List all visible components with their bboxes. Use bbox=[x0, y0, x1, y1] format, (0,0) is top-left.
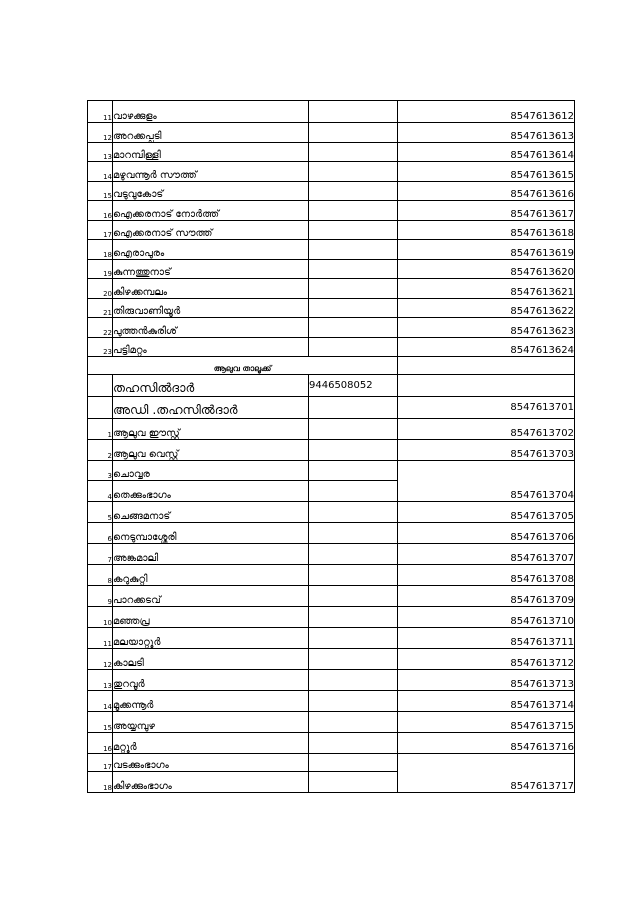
table-row bbox=[88, 544, 575, 565]
empty-cell bbox=[309, 162, 398, 182]
phone-number: 8547613709 bbox=[398, 586, 575, 607]
table-row bbox=[88, 754, 575, 772]
empty-cell bbox=[309, 298, 398, 318]
empty-cell bbox=[309, 337, 398, 357]
row-number: 1 bbox=[88, 419, 113, 440]
table-row bbox=[88, 181, 575, 201]
table-row bbox=[88, 123, 575, 143]
empty-cell bbox=[309, 772, 398, 793]
table-row bbox=[88, 586, 575, 607]
phone-number: 8547613703 bbox=[398, 440, 575, 461]
tahsildar-phone: 9446508052 bbox=[309, 375, 398, 397]
empty-cell bbox=[309, 181, 398, 201]
row-number: 18 bbox=[88, 772, 113, 793]
village-name: മഴുവന്നൂർ സൗത്ത് bbox=[113, 162, 309, 182]
row-number: 11 bbox=[88, 628, 113, 649]
phone-number: 8547613704 bbox=[398, 461, 575, 502]
row-number: 17 bbox=[88, 754, 113, 772]
village-name: അങ്കമാലി bbox=[113, 544, 309, 565]
village-name: മാറമ്പിള്ളി bbox=[113, 142, 309, 162]
empty-cell bbox=[309, 481, 398, 502]
table-row bbox=[88, 162, 575, 182]
village-name: കാലടി bbox=[113, 649, 309, 670]
empty-cell bbox=[309, 712, 398, 733]
phone-number: 8547613624 bbox=[398, 337, 575, 357]
empty-cell bbox=[88, 375, 113, 397]
phone-number: 8547613619 bbox=[398, 240, 575, 260]
empty-cell bbox=[309, 691, 398, 712]
village-name: നെടുമ്പാശ്ശേരി bbox=[113, 523, 309, 544]
empty-cell bbox=[309, 565, 398, 586]
row-number: 10 bbox=[88, 607, 113, 628]
header-section bbox=[88, 357, 575, 419]
table-row bbox=[88, 259, 575, 279]
row-number: 13 bbox=[88, 142, 113, 162]
table-row bbox=[88, 142, 575, 162]
empty-cell bbox=[309, 220, 398, 240]
empty-cell bbox=[309, 101, 398, 123]
table-row bbox=[88, 523, 575, 544]
row-number: 2 bbox=[88, 440, 113, 461]
empty-cell bbox=[309, 142, 398, 162]
tahsildar-row bbox=[88, 375, 575, 397]
row-number: 18 bbox=[88, 240, 113, 260]
table-row bbox=[88, 502, 575, 523]
empty-cell bbox=[309, 461, 398, 481]
row-number: 7 bbox=[88, 544, 113, 565]
phone-number: 8547613708 bbox=[398, 565, 575, 586]
phone-number: 8547613616 bbox=[398, 181, 575, 201]
village-name: കറുകുറ്റി bbox=[113, 565, 309, 586]
village-name: തിരുവാണിയൂർ bbox=[113, 298, 309, 318]
phone-number: 8547613715 bbox=[398, 712, 575, 733]
table-row bbox=[88, 628, 575, 649]
addl-tahsildar-label: അഡി .തഹസിൽദാർ bbox=[113, 397, 309, 419]
empty-cell bbox=[309, 649, 398, 670]
village-name: ആലുവ വെസ്റ്റ് bbox=[113, 440, 309, 461]
empty-cell bbox=[309, 279, 398, 299]
empty-cell bbox=[309, 240, 398, 260]
row-number: 16 bbox=[88, 201, 113, 221]
table-row bbox=[88, 318, 575, 338]
table-row bbox=[88, 201, 575, 221]
village-name: ആലുവ ഈസ്റ്റ് bbox=[113, 419, 309, 440]
village-name: ചെങ്ങമനാട് bbox=[113, 502, 309, 523]
row-number: 15 bbox=[88, 712, 113, 733]
phone-number: 8547613705 bbox=[398, 502, 575, 523]
village-name: മറ്റൂർ bbox=[113, 733, 309, 754]
empty-cell bbox=[309, 544, 398, 565]
empty-cell bbox=[398, 357, 575, 375]
village-name: പട്ടിമറ്റം bbox=[113, 337, 309, 357]
empty-cell bbox=[309, 318, 398, 338]
row-number: 14 bbox=[88, 691, 113, 712]
row-number: 15 bbox=[88, 181, 113, 201]
phone-number: 8547613714 bbox=[398, 691, 575, 712]
village-name: മൂക്കന്നൂർ bbox=[113, 691, 309, 712]
village-name: ഐക്കരനാട് സൗത്ത് bbox=[113, 220, 309, 240]
table-row bbox=[88, 607, 575, 628]
village-name: തെക്കുംഭാഗം bbox=[113, 481, 309, 502]
addl-tahsildar-row bbox=[88, 397, 575, 419]
empty-cell bbox=[309, 259, 398, 279]
village-name: തുറവൂർ bbox=[113, 670, 309, 691]
table-row bbox=[88, 279, 575, 299]
village-name: അയ്യമ്പുഴ bbox=[113, 712, 309, 733]
table-row bbox=[88, 712, 575, 733]
row-number: 14 bbox=[88, 162, 113, 182]
empty-cell bbox=[309, 123, 398, 143]
phone-number: 8547613620 bbox=[398, 259, 575, 279]
empty-cell bbox=[309, 523, 398, 544]
village-name: വടുവുകോട് bbox=[113, 181, 309, 201]
village-name: കിഴക്കുംഭാഗം bbox=[113, 772, 309, 793]
village-name: വടക്കുംഭാഗം bbox=[113, 754, 309, 772]
row-number: 3 bbox=[88, 461, 113, 481]
section-header: ആലുവ താലൂക്ക് bbox=[88, 357, 398, 375]
row-number: 5 bbox=[88, 502, 113, 523]
table-row bbox=[88, 240, 575, 260]
phone-number: 8547613707 bbox=[398, 544, 575, 565]
village-name: ഐക്കരനാട് നോർത്ത് bbox=[113, 201, 309, 221]
phone-number: 8547613706 bbox=[398, 523, 575, 544]
empty-cell bbox=[309, 754, 398, 772]
phone-number: 8547613712 bbox=[398, 649, 575, 670]
row-number: 6 bbox=[88, 523, 113, 544]
table-row bbox=[88, 670, 575, 691]
table-row bbox=[88, 419, 575, 440]
row-number: 23 bbox=[88, 337, 113, 357]
table-row bbox=[88, 101, 575, 123]
empty-cell bbox=[398, 375, 575, 397]
village-name: ഐരാപുരം bbox=[113, 240, 309, 260]
tahsildar-label: തഹസിൽദാർ bbox=[113, 375, 309, 397]
row-number: 22 bbox=[88, 318, 113, 338]
row-number: 19 bbox=[88, 259, 113, 279]
empty-cell bbox=[309, 397, 398, 419]
table-row bbox=[88, 733, 575, 754]
table-row bbox=[88, 649, 575, 670]
empty-cell bbox=[309, 733, 398, 754]
section-header-row bbox=[88, 357, 575, 375]
village-name: ചൊവ്വര bbox=[113, 461, 309, 481]
table-row bbox=[88, 440, 575, 461]
addl-tahsildar-phone: 8547613701 bbox=[398, 397, 575, 419]
phone-number: 8547613617 bbox=[398, 201, 575, 221]
phone-number: 8547613613 bbox=[398, 123, 575, 143]
phone-number: 8547613621 bbox=[398, 279, 575, 299]
empty-cell bbox=[88, 397, 113, 419]
village-name: വാഴക്കുളം bbox=[113, 101, 309, 123]
table-row bbox=[88, 691, 575, 712]
empty-cell bbox=[309, 502, 398, 523]
row-number: 16 bbox=[88, 733, 113, 754]
table-row bbox=[88, 220, 575, 240]
phone-number: 8547613615 bbox=[398, 162, 575, 182]
row-number: 21 bbox=[88, 298, 113, 318]
row-number: 12 bbox=[88, 649, 113, 670]
phone-number: 8547613623 bbox=[398, 318, 575, 338]
phone-number: 8547613618 bbox=[398, 220, 575, 240]
row-number: 13 bbox=[88, 670, 113, 691]
phone-number: 8547613713 bbox=[398, 670, 575, 691]
empty-cell bbox=[309, 586, 398, 607]
village-name: പാറക്കടവ് bbox=[113, 586, 309, 607]
phone-number: 8547613612 bbox=[398, 101, 575, 123]
table-row bbox=[88, 298, 575, 318]
table-row bbox=[88, 337, 575, 357]
empty-cell bbox=[309, 440, 398, 461]
lower-section bbox=[88, 419, 575, 793]
phone-number: 8547613716 bbox=[398, 733, 575, 754]
table-row bbox=[88, 461, 575, 481]
upper-section bbox=[88, 101, 575, 357]
empty-cell bbox=[309, 419, 398, 440]
phone-number: 8547613711 bbox=[398, 628, 575, 649]
village-name: കിഴക്കമ്പലം bbox=[113, 279, 309, 299]
village-name: പുത്തൻകുരിശ് bbox=[113, 318, 309, 338]
phone-number: 8547613614 bbox=[398, 142, 575, 162]
table-row bbox=[88, 565, 575, 586]
village-name: മലയാറ്റൂർ bbox=[113, 628, 309, 649]
row-number: 11 bbox=[88, 101, 113, 123]
row-number: 20 bbox=[88, 279, 113, 299]
row-number: 4 bbox=[88, 481, 113, 502]
phone-number: 8547613717 bbox=[398, 754, 575, 793]
row-number: 8 bbox=[88, 565, 113, 586]
village-name: അറക്കപ്പടി bbox=[113, 123, 309, 143]
row-number: 9 bbox=[88, 586, 113, 607]
phone-number: 8547613710 bbox=[398, 607, 575, 628]
empty-cell bbox=[309, 607, 398, 628]
village-name: മഞ്ഞപ്ര bbox=[113, 607, 309, 628]
empty-cell bbox=[309, 201, 398, 221]
row-number: 12 bbox=[88, 123, 113, 143]
row-number: 17 bbox=[88, 220, 113, 240]
village-name: കുന്നത്തുനാട് bbox=[113, 259, 309, 279]
phone-number: 8547613702 bbox=[398, 419, 575, 440]
phone-number: 8547613622 bbox=[398, 298, 575, 318]
empty-cell bbox=[309, 628, 398, 649]
empty-cell bbox=[309, 670, 398, 691]
contact-table bbox=[87, 100, 575, 793]
